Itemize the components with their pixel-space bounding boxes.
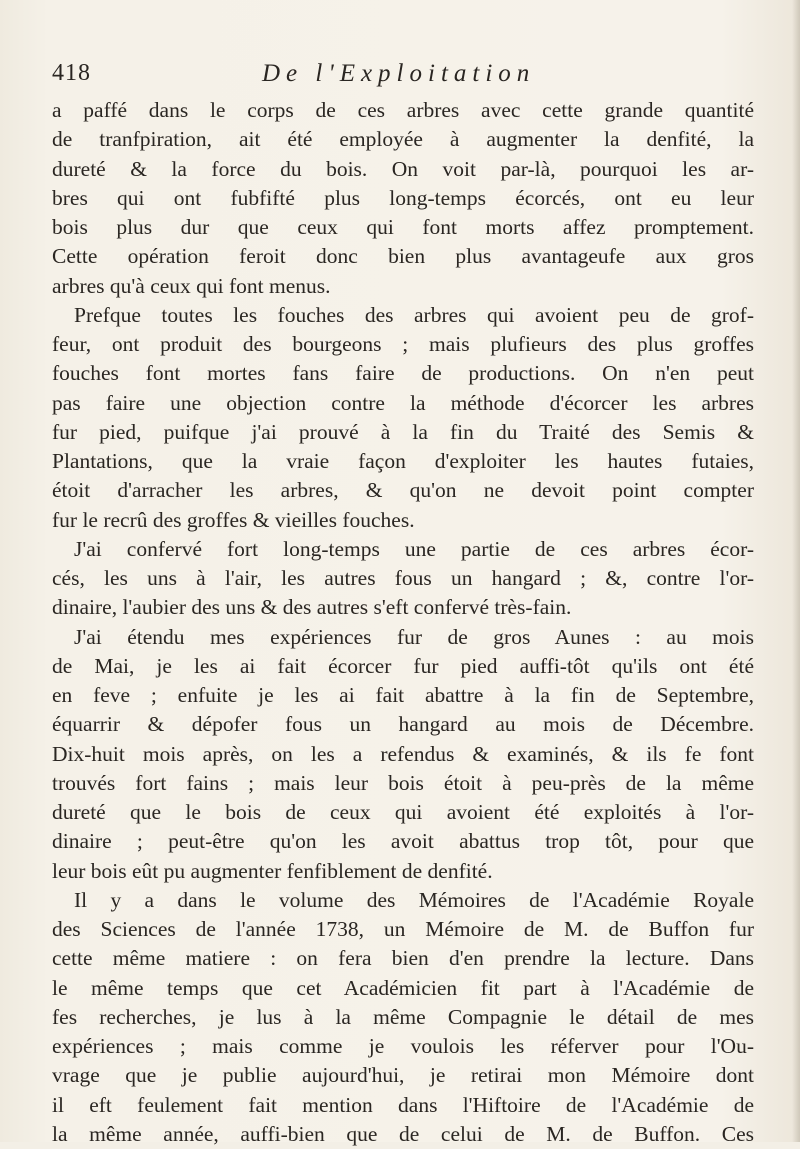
text-line: dinaire ; peut-être qu'on les avoit abattus trop tôt, pour que [52,829,754,854]
page-edge-shadow [792,0,800,1142]
text-line: Il y a dans le volume des Mémoires de l'Académie Royale [74,887,754,912]
page-header [52,60,752,94]
text-line: dinaire, l'aubier des uns & des autres s'eft confervé très-fain. [52,595,572,620]
text-line: la même année, auffi-bien que de celui de M. de Buffon. Ces [52,1121,754,1146]
text-line: de tranfpiration, ait été employée à augmenter la denfité, la [52,127,754,152]
text-line: fes recherches, je lus à la même Compagnie le détail de mes [52,1004,754,1029]
text-line: il eft feulement fait mention dans l'Hiftoire de l'Académie de [52,1092,754,1117]
page-number: 418 [52,60,91,86]
text-line: bois plus dur que ceux qui font morts affez promptement. [52,215,754,239]
text-line: trouvés fort fains ; mais leur bois étoit à peu-près de la même [52,770,754,795]
text-line: le même temps que cet Académicien fit part à l'Académie de [52,975,754,1000]
text-line: feur, ont produit des bourgeons ; mais plufieurs des plus groffes [52,332,754,356]
text-line: bres qui ont fubfifté plus long-temps écorcés, ont eu leur [52,185,754,210]
text-line: Dix-huit mois après, on les a refendus & examinés, & ils fe font [52,741,754,766]
text-line: de Mai, je les ai fait écorcer fur pied auffi-tôt qu'ils ont été [52,653,754,678]
text-line: dureté que le bois de ceux qui avoient été exploités à l'or- [52,800,754,824]
text-line: J'ai confervé fort long-temps une partie de ces arbres écor- [74,536,754,561]
text-line: cés, les uns à l'air, les autres fous un hangard ; &, contre l'or- [52,566,754,590]
text-line: étoit d'arracher les arbres, & qu'on ne devoit point compter [52,478,754,503]
text-line: expériences ; mais comme je voulois les réferver pour l'Ou- [52,1034,754,1058]
text-line: cette même matiere : on fera bien d'en prendre la lecture. Dans [52,946,754,971]
running-title: De l'Exploitation [262,60,536,87]
text-line: équarrir & dépofer fous un hangard au mois de Décembre. [52,712,754,737]
text-line: J'ai étendu mes expériences fur de gros Aunes : au mois [74,624,754,649]
text-line: fur le recrû des groffes & vieilles fouches. [52,507,415,532]
text-line: dureté & la force du bois. On voit par-là, pourquoi les ar- [52,156,754,181]
text-line: a paffé dans le corps de ces arbres avec cette grande quantité [52,98,754,122]
text-line: arbres qu'à ceux qui font menus. [52,273,331,298]
text-line: Plantations, que la vraie façon d'exploiter les hautes futaies, [52,449,754,473]
text-line: des Sciences de l'année 1738, un Mémoire de M. de Buffon fur [52,917,754,941]
text-line: Cette opération feroit donc bien plus avantageufe aux gros [52,244,754,269]
text-line: Prefque toutes les fouches des arbres qui avoient peu de grof- [74,302,754,327]
text-line: fur pied, puifque j'ai prouvé à la fin du Traité des Semis & [52,419,754,444]
text-line: pas faire une objection contre la méthode d'écorcer les arbres [52,390,754,415]
text-line: leur bois eût pu augmenter fenfiblement de denfité. [52,858,493,883]
text-line: en feve ; enfuite je les ai fait abattre à la fin de Septembre, [52,683,754,707]
body-text [52,96,754,1149]
text-line: vrage que je publie aujourd'hui, je retirai mon Mémoire dont [52,1063,754,1088]
text-line: fouches font mortes fans faire de productions. On n'en peut [52,361,754,386]
